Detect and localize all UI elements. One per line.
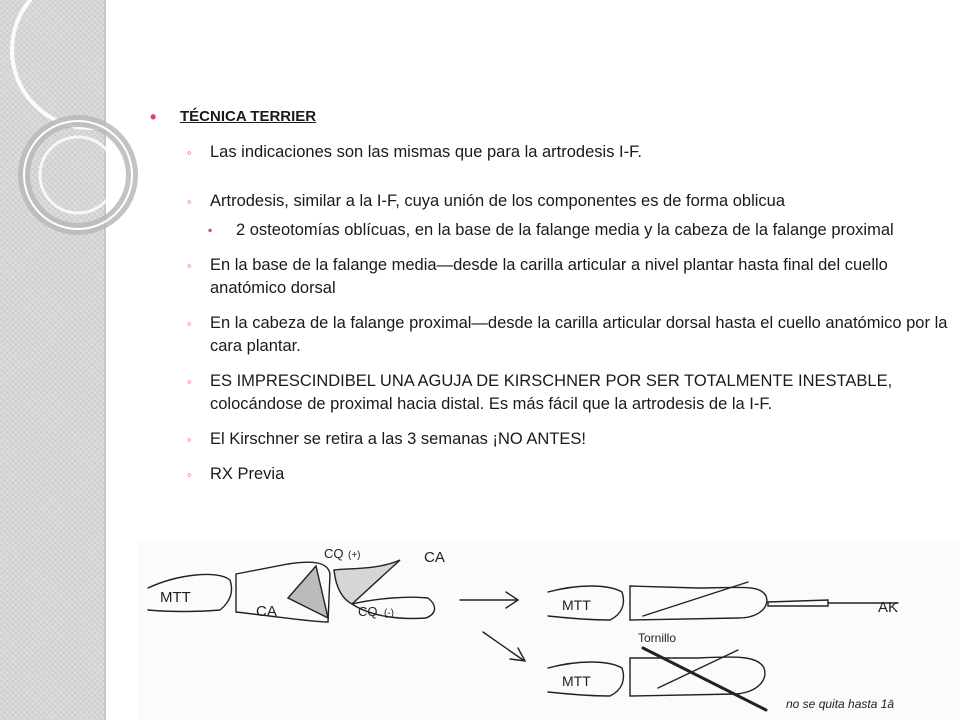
label-mtt-left: MTT <box>160 589 191 606</box>
list-item: ◦ RX Previa <box>150 463 950 486</box>
ring-bullet-icon: ◦ <box>187 145 192 160</box>
list-item: ◦ ES IMPRESCINDIBEL UNA AGUJA DE KIRSCHNER POR SER TOTALMENTE INESTABLE, colocándose de proximal hacia distal. Es más fácil que la artrodesis de la I-F. <box>187 372 893 413</box>
list-item: ◦ Las indicaciones son las mismas que para la artrodesis I-F. <box>150 141 950 164</box>
slide-heading: • TÉCNICA TERRIER <box>150 107 317 127</box>
technique-sketch <box>138 540 960 720</box>
ring-bullet-icon: ◦ <box>187 467 192 482</box>
label-cq-bottom: CQ <box>358 604 378 619</box>
ring-bullet-icon: ◦ <box>187 194 192 209</box>
label-cq-top-note: (+) <box>348 550 361 561</box>
list-item: ◦ Artrodesis, similar a la I-F, cuya unión de los componentes es de forma oblicua <box>150 190 950 213</box>
label-cq-top: CQ <box>324 546 344 561</box>
ring-bullet-icon: ◦ <box>187 432 192 447</box>
label-cq-bottom-note: (-) <box>384 608 394 619</box>
label-tornillo: Tornillo <box>638 631 677 645</box>
small-bullet-icon: ▪ <box>208 223 213 237</box>
list-item: ◦ El Kirschner se retira a las 3 semanas ¡NO ANTES! <box>150 428 950 451</box>
label-mtt-upper: MTT <box>562 597 591 613</box>
slide-content <box>150 108 950 498</box>
label-ca-top: CA <box>424 549 445 566</box>
list-item: ◦ En la base de la falange media—desde la carilla articular a nivel plantar hasta final del cuello anatómico dorsal <box>187 256 888 297</box>
list-item: ◦ En la cabeza de la falange proximal—desde la carilla articular dorsal hasta el cuello anatómico por la cara plantar. <box>187 314 948 355</box>
label-ca-bottom: CA <box>256 603 277 620</box>
label-mtt-lower: MTT <box>562 673 591 689</box>
list-subitem: ▪ 2 osteotomías oblícuas, en la base de la falange media y la cabeza de la falange proximal <box>150 219 950 242</box>
ring-bullet-icon: ◦ <box>187 258 192 273</box>
ring-bullet-icon: ◦ <box>187 316 192 331</box>
label-ak: AK <box>878 599 899 616</box>
bullet-dot-icon: • <box>150 107 157 127</box>
label-note: no se quita hasta 1ā <box>786 697 895 711</box>
ring-bullet-icon: ◦ <box>187 374 192 389</box>
